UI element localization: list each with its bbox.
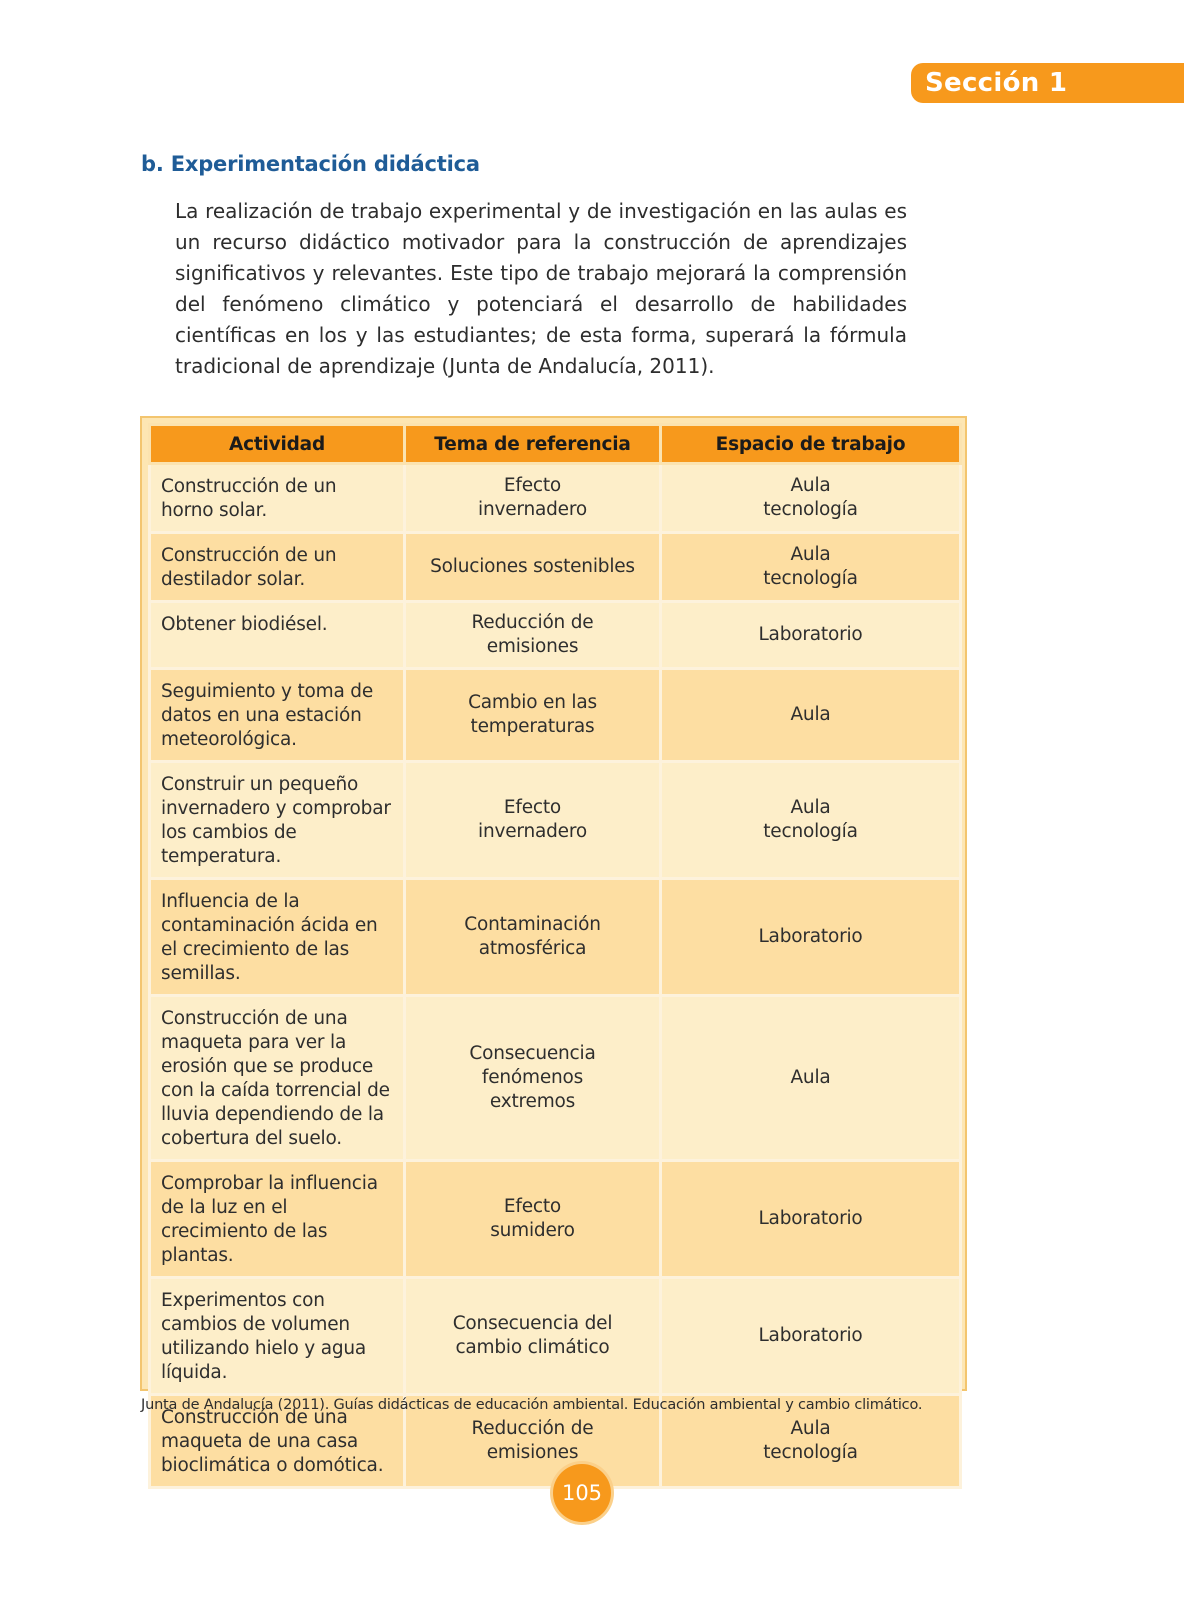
cell-actividad: Seguimiento y toma de datos en una estación meteorológica. bbox=[150, 669, 405, 762]
table-row bbox=[150, 464, 961, 533]
header-tema: Tema de referencia bbox=[405, 425, 661, 464]
cell-tema: Efecto invernadero bbox=[405, 464, 661, 533]
cell-actividad: Construcción de un horno solar. bbox=[150, 464, 405, 533]
cell-actividad: Construir un pequeño invernadero y comprobar los cambios de temperatura. bbox=[150, 762, 405, 879]
cell-tema: Consecuencia del cambio climático bbox=[405, 1278, 661, 1395]
cell-actividad: Influencia de la contaminación ácida en el crecimiento de las semillas. bbox=[150, 879, 405, 996]
cell-actividad: Obtener biodiésel. bbox=[150, 602, 405, 669]
section-heading: b. Experimentación didáctica bbox=[141, 152, 480, 176]
table-row bbox=[150, 996, 961, 1161]
cell-actividad: Construcción de una maqueta de una casa bioclimática o domótica. bbox=[150, 1395, 405, 1488]
table-row bbox=[150, 1278, 961, 1395]
table-row bbox=[150, 879, 961, 996]
activities-table bbox=[148, 423, 962, 1489]
table-source-note: Junta de Andalucía (2011). Guías didácticas de educación ambiental. Educación ambiental y cambio climático. bbox=[141, 1397, 923, 1413]
table-row bbox=[150, 762, 961, 879]
table-row bbox=[150, 669, 961, 762]
cell-espacio: Aula bbox=[661, 996, 961, 1161]
cell-actividad: Construcción de una maqueta para ver la erosión que se produce con la caída torrencial de lluvia dependiendo de la cobertura del suelo. bbox=[150, 996, 405, 1161]
cell-tema: Cambio en las temperaturas bbox=[405, 669, 661, 762]
table-header-row bbox=[150, 425, 961, 464]
cell-tema: Efecto sumidero bbox=[405, 1161, 661, 1278]
page-number-badge: 105 bbox=[553, 1464, 611, 1522]
section-tab: Sección 1 bbox=[911, 63, 1184, 103]
cell-espacio: Laboratorio bbox=[661, 1161, 961, 1278]
cell-actividad: Experimentos con cambios de volumen utilizando hielo y agua líquida. bbox=[150, 1278, 405, 1395]
cell-actividad: Construcción de un destilador solar. bbox=[150, 533, 405, 602]
cell-espacio: Aula tecnología bbox=[661, 533, 961, 602]
cell-espacio: Aula tecnología bbox=[661, 1395, 961, 1488]
cell-espacio: Laboratorio bbox=[661, 1278, 961, 1395]
cell-actividad: Comprobar la influencia de la luz en el crecimiento de las plantas. bbox=[150, 1161, 405, 1278]
cell-tema: Contaminación atmosférica bbox=[405, 879, 661, 996]
cell-tema: Reducción de emisiones bbox=[405, 602, 661, 669]
header-espacio: Espacio de trabajo bbox=[661, 425, 961, 464]
cell-tema: Consecuencia fenómenos extremos bbox=[405, 996, 661, 1161]
table-row bbox=[150, 533, 961, 602]
cell-tema: Reducción de emisiones bbox=[405, 1395, 661, 1488]
table-row bbox=[150, 602, 961, 669]
cell-tema: Efecto invernadero bbox=[405, 762, 661, 879]
intro-paragraph: La realización de trabajo experimental y de investigación en las aulas es un recurso didáctico motivador para la construcción de aprendizajes significativos y relevantes. Este tipo de trabajo mejorará la comprensión del fenómeno climático y potenciará el desarrollo de habilidades científicas en los y las estudiantes; de esta forma, superará la fórmula tradicional de aprendizaje (Junta de Andalucía, 2011). bbox=[175, 199, 907, 378]
cell-espacio: Aula bbox=[661, 669, 961, 762]
table-row bbox=[150, 1161, 961, 1278]
header-actividad: Actividad bbox=[150, 425, 405, 464]
cell-espacio: Laboratorio bbox=[661, 879, 961, 996]
cell-espacio: Laboratorio bbox=[661, 602, 961, 669]
cell-espacio: Aula tecnología bbox=[661, 464, 961, 533]
cell-tema: Soluciones sostenibles bbox=[405, 533, 661, 602]
cell-espacio: Aula tecnología bbox=[661, 762, 961, 879]
